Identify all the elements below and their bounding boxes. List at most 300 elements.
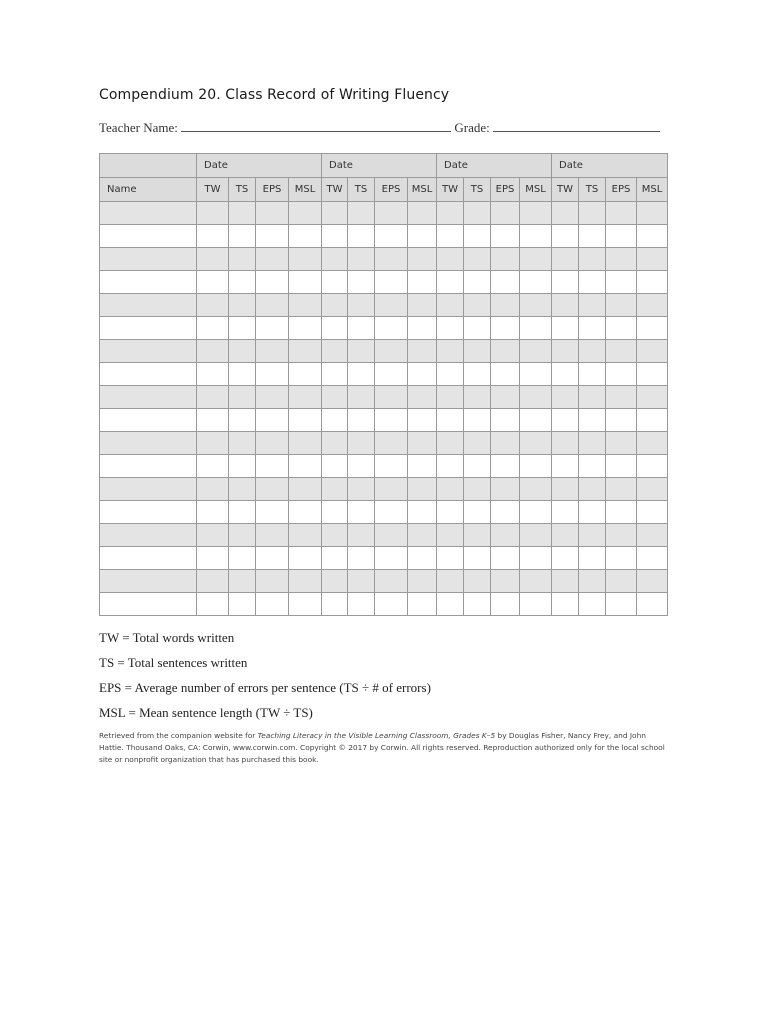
- score-cell[interactable]: [520, 225, 552, 248]
- score-cell[interactable]: [637, 478, 668, 501]
- score-cell[interactable]: [197, 340, 229, 363]
- score-cell[interactable]: [289, 478, 322, 501]
- score-cell[interactable]: [437, 202, 464, 225]
- score-cell[interactable]: [520, 593, 552, 616]
- score-cell[interactable]: [322, 386, 348, 409]
- score-cell[interactable]: [322, 317, 348, 340]
- score-cell[interactable]: [348, 432, 375, 455]
- student-name-cell[interactable]: [100, 547, 197, 570]
- score-cell[interactable]: [322, 432, 348, 455]
- score-cell[interactable]: [437, 248, 464, 271]
- score-cell[interactable]: [229, 202, 256, 225]
- score-cell[interactable]: [197, 547, 229, 570]
- score-cell[interactable]: [197, 455, 229, 478]
- score-cell[interactable]: [289, 248, 322, 271]
- student-name-cell[interactable]: [100, 570, 197, 593]
- score-cell[interactable]: [437, 501, 464, 524]
- student-name-cell[interactable]: [100, 294, 197, 317]
- score-cell[interactable]: [491, 202, 520, 225]
- student-name-cell[interactable]: [100, 363, 197, 386]
- score-cell[interactable]: [229, 317, 256, 340]
- score-cell[interactable]: [289, 501, 322, 524]
- score-cell[interactable]: [256, 501, 289, 524]
- score-cell[interactable]: [375, 363, 408, 386]
- score-cell[interactable]: [197, 271, 229, 294]
- score-cell[interactable]: [322, 478, 348, 501]
- score-cell[interactable]: [197, 409, 229, 432]
- score-cell[interactable]: [408, 547, 437, 570]
- score-cell[interactable]: [606, 455, 637, 478]
- score-cell[interactable]: [464, 225, 491, 248]
- score-cell[interactable]: [229, 501, 256, 524]
- score-cell[interactable]: [491, 386, 520, 409]
- score-cell[interactable]: [375, 593, 408, 616]
- score-cell[interactable]: [579, 340, 606, 363]
- score-cell[interactable]: [637, 501, 668, 524]
- score-cell[interactable]: [637, 386, 668, 409]
- score-cell[interactable]: [552, 248, 579, 271]
- score-cell[interactable]: [408, 501, 437, 524]
- score-cell[interactable]: [197, 501, 229, 524]
- score-cell[interactable]: [256, 570, 289, 593]
- score-cell[interactable]: [289, 570, 322, 593]
- score-cell[interactable]: [491, 570, 520, 593]
- score-cell[interactable]: [491, 409, 520, 432]
- score-cell[interactable]: [579, 455, 606, 478]
- score-cell[interactable]: [348, 363, 375, 386]
- student-name-cell[interactable]: [100, 271, 197, 294]
- score-cell[interactable]: [552, 570, 579, 593]
- score-cell[interactable]: [520, 547, 552, 570]
- score-cell[interactable]: [606, 225, 637, 248]
- score-cell[interactable]: [520, 271, 552, 294]
- score-cell[interactable]: [375, 409, 408, 432]
- student-name-cell[interactable]: [100, 386, 197, 409]
- score-cell[interactable]: [520, 524, 552, 547]
- score-cell[interactable]: [606, 294, 637, 317]
- score-cell[interactable]: [375, 317, 408, 340]
- score-cell[interactable]: [552, 202, 579, 225]
- score-cell[interactable]: [606, 593, 637, 616]
- score-cell[interactable]: [579, 225, 606, 248]
- score-cell[interactable]: [322, 455, 348, 478]
- score-cell[interactable]: [606, 432, 637, 455]
- score-cell[interactable]: [348, 271, 375, 294]
- score-cell[interactable]: [464, 340, 491, 363]
- score-cell[interactable]: [437, 455, 464, 478]
- score-cell[interactable]: [375, 248, 408, 271]
- score-cell[interactable]: [520, 478, 552, 501]
- score-cell[interactable]: [256, 248, 289, 271]
- score-cell[interactable]: [256, 524, 289, 547]
- score-cell[interactable]: [437, 386, 464, 409]
- student-name-cell[interactable]: [100, 202, 197, 225]
- score-cell[interactable]: [437, 225, 464, 248]
- score-cell[interactable]: [464, 570, 491, 593]
- score-cell[interactable]: [322, 501, 348, 524]
- score-cell[interactable]: [437, 478, 464, 501]
- score-cell[interactable]: [322, 363, 348, 386]
- student-name-cell[interactable]: [100, 593, 197, 616]
- score-cell[interactable]: [579, 501, 606, 524]
- score-cell[interactable]: [491, 478, 520, 501]
- score-cell[interactable]: [637, 593, 668, 616]
- score-cell[interactable]: [197, 317, 229, 340]
- score-cell[interactable]: [606, 317, 637, 340]
- score-cell[interactable]: [606, 570, 637, 593]
- score-cell[interactable]: [289, 547, 322, 570]
- score-cell[interactable]: [289, 271, 322, 294]
- score-cell[interactable]: [437, 524, 464, 547]
- score-cell[interactable]: [289, 294, 322, 317]
- score-cell[interactable]: [437, 340, 464, 363]
- score-cell[interactable]: [408, 248, 437, 271]
- score-cell[interactable]: [637, 317, 668, 340]
- score-cell[interactable]: [322, 202, 348, 225]
- grade-blank[interactable]: [493, 120, 660, 132]
- score-cell[interactable]: [520, 202, 552, 225]
- score-cell[interactable]: [322, 248, 348, 271]
- score-cell[interactable]: [579, 271, 606, 294]
- score-cell[interactable]: [408, 225, 437, 248]
- score-cell[interactable]: [348, 317, 375, 340]
- score-cell[interactable]: [520, 248, 552, 271]
- score-cell[interactable]: [197, 363, 229, 386]
- score-cell[interactable]: [289, 524, 322, 547]
- score-cell[interactable]: [408, 202, 437, 225]
- score-cell[interactable]: [552, 271, 579, 294]
- score-cell[interactable]: [256, 317, 289, 340]
- score-cell[interactable]: [491, 501, 520, 524]
- score-cell[interactable]: [375, 501, 408, 524]
- score-cell[interactable]: [197, 432, 229, 455]
- score-cell[interactable]: [256, 593, 289, 616]
- score-cell[interactable]: [289, 317, 322, 340]
- score-cell[interactable]: [579, 570, 606, 593]
- score-cell[interactable]: [552, 409, 579, 432]
- score-cell[interactable]: [197, 570, 229, 593]
- score-cell[interactable]: [464, 409, 491, 432]
- score-cell[interactable]: [375, 455, 408, 478]
- score-cell[interactable]: [491, 248, 520, 271]
- score-cell[interactable]: [520, 363, 552, 386]
- score-cell[interactable]: [437, 593, 464, 616]
- teacher-name-blank[interactable]: [181, 120, 451, 132]
- score-cell[interactable]: [375, 547, 408, 570]
- score-cell[interactable]: [289, 455, 322, 478]
- score-cell[interactable]: [437, 432, 464, 455]
- score-cell[interactable]: [520, 294, 552, 317]
- score-cell[interactable]: [229, 455, 256, 478]
- student-name-cell[interactable]: [100, 225, 197, 248]
- score-cell[interactable]: [552, 455, 579, 478]
- score-cell[interactable]: [229, 248, 256, 271]
- score-cell[interactable]: [637, 248, 668, 271]
- score-cell[interactable]: [464, 271, 491, 294]
- score-cell[interactable]: [520, 386, 552, 409]
- student-name-cell[interactable]: [100, 248, 197, 271]
- score-cell[interactable]: [256, 363, 289, 386]
- score-cell[interactable]: [552, 317, 579, 340]
- score-cell[interactable]: [464, 501, 491, 524]
- score-cell[interactable]: [606, 409, 637, 432]
- score-cell[interactable]: [464, 524, 491, 547]
- score-cell[interactable]: [552, 340, 579, 363]
- score-cell[interactable]: [322, 570, 348, 593]
- score-cell[interactable]: [606, 524, 637, 547]
- score-cell[interactable]: [520, 340, 552, 363]
- score-cell[interactable]: [408, 271, 437, 294]
- student-name-cell[interactable]: [100, 409, 197, 432]
- score-cell[interactable]: [579, 248, 606, 271]
- score-cell[interactable]: [579, 317, 606, 340]
- score-cell[interactable]: [491, 340, 520, 363]
- score-cell[interactable]: [552, 547, 579, 570]
- score-cell[interactable]: [197, 225, 229, 248]
- score-cell[interactable]: [229, 409, 256, 432]
- score-cell[interactable]: [637, 363, 668, 386]
- score-cell[interactable]: [256, 547, 289, 570]
- score-cell[interactable]: [437, 570, 464, 593]
- score-cell[interactable]: [552, 386, 579, 409]
- score-cell[interactable]: [256, 225, 289, 248]
- score-cell[interactable]: [229, 294, 256, 317]
- score-cell[interactable]: [256, 294, 289, 317]
- score-cell[interactable]: [322, 294, 348, 317]
- score-cell[interactable]: [520, 409, 552, 432]
- score-cell[interactable]: [375, 432, 408, 455]
- score-cell[interactable]: [520, 455, 552, 478]
- score-cell[interactable]: [408, 409, 437, 432]
- score-cell[interactable]: [437, 547, 464, 570]
- score-cell[interactable]: [491, 432, 520, 455]
- score-cell[interactable]: [229, 340, 256, 363]
- score-cell[interactable]: [375, 294, 408, 317]
- score-cell[interactable]: [322, 409, 348, 432]
- score-cell[interactable]: [437, 317, 464, 340]
- score-cell[interactable]: [606, 202, 637, 225]
- score-cell[interactable]: [552, 294, 579, 317]
- score-cell[interactable]: [637, 547, 668, 570]
- score-cell[interactable]: [348, 202, 375, 225]
- score-cell[interactable]: [229, 570, 256, 593]
- score-cell[interactable]: [552, 524, 579, 547]
- score-cell[interactable]: [552, 501, 579, 524]
- score-cell[interactable]: [348, 386, 375, 409]
- score-cell[interactable]: [464, 386, 491, 409]
- score-cell[interactable]: [606, 248, 637, 271]
- score-cell[interactable]: [289, 432, 322, 455]
- score-cell[interactable]: [408, 294, 437, 317]
- score-cell[interactable]: [579, 363, 606, 386]
- score-cell[interactable]: [375, 524, 408, 547]
- score-cell[interactable]: [348, 409, 375, 432]
- score-cell[interactable]: [552, 225, 579, 248]
- score-cell[interactable]: [579, 202, 606, 225]
- student-name-cell[interactable]: [100, 340, 197, 363]
- student-name-cell[interactable]: [100, 501, 197, 524]
- score-cell[interactable]: [464, 202, 491, 225]
- score-cell[interactable]: [348, 593, 375, 616]
- score-cell[interactable]: [464, 363, 491, 386]
- score-cell[interactable]: [289, 363, 322, 386]
- score-cell[interactable]: [348, 547, 375, 570]
- score-cell[interactable]: [464, 432, 491, 455]
- score-cell[interactable]: [256, 340, 289, 363]
- score-cell[interactable]: [464, 294, 491, 317]
- score-cell[interactable]: [464, 478, 491, 501]
- score-cell[interactable]: [256, 432, 289, 455]
- score-cell[interactable]: [464, 248, 491, 271]
- score-cell[interactable]: [606, 501, 637, 524]
- score-cell[interactable]: [348, 455, 375, 478]
- score-cell[interactable]: [256, 386, 289, 409]
- score-cell[interactable]: [408, 570, 437, 593]
- score-cell[interactable]: [197, 524, 229, 547]
- score-cell[interactable]: [229, 225, 256, 248]
- score-cell[interactable]: [520, 501, 552, 524]
- score-cell[interactable]: [408, 340, 437, 363]
- score-cell[interactable]: [579, 478, 606, 501]
- student-name-cell[interactable]: [100, 432, 197, 455]
- score-cell[interactable]: [197, 386, 229, 409]
- score-cell[interactable]: [520, 317, 552, 340]
- score-cell[interactable]: [520, 432, 552, 455]
- score-cell[interactable]: [637, 271, 668, 294]
- score-cell[interactable]: [552, 432, 579, 455]
- score-cell[interactable]: [637, 340, 668, 363]
- score-cell[interactable]: [375, 570, 408, 593]
- score-cell[interactable]: [579, 294, 606, 317]
- score-cell[interactable]: [375, 271, 408, 294]
- score-cell[interactable]: [229, 271, 256, 294]
- student-name-cell[interactable]: [100, 524, 197, 547]
- score-cell[interactable]: [437, 409, 464, 432]
- student-name-cell[interactable]: [100, 478, 197, 501]
- score-cell[interactable]: [197, 202, 229, 225]
- score-cell[interactable]: [520, 570, 552, 593]
- score-cell[interactable]: [637, 294, 668, 317]
- score-cell[interactable]: [491, 271, 520, 294]
- score-cell[interactable]: [491, 455, 520, 478]
- score-cell[interactable]: [408, 524, 437, 547]
- score-cell[interactable]: [256, 478, 289, 501]
- score-cell[interactable]: [491, 294, 520, 317]
- score-cell[interactable]: [579, 524, 606, 547]
- score-cell[interactable]: [408, 455, 437, 478]
- score-cell[interactable]: [348, 478, 375, 501]
- score-cell[interactable]: [491, 225, 520, 248]
- score-cell[interactable]: [552, 593, 579, 616]
- score-cell[interactable]: [197, 593, 229, 616]
- score-cell[interactable]: [197, 294, 229, 317]
- score-cell[interactable]: [552, 363, 579, 386]
- score-cell[interactable]: [408, 593, 437, 616]
- score-cell[interactable]: [197, 478, 229, 501]
- score-cell[interactable]: [408, 317, 437, 340]
- score-cell[interactable]: [491, 547, 520, 570]
- score-cell[interactable]: [289, 386, 322, 409]
- score-cell[interactable]: [229, 363, 256, 386]
- score-cell[interactable]: [637, 524, 668, 547]
- score-cell[interactable]: [606, 386, 637, 409]
- score-cell[interactable]: [606, 363, 637, 386]
- score-cell[interactable]: [606, 547, 637, 570]
- score-cell[interactable]: [229, 593, 256, 616]
- score-cell[interactable]: [491, 363, 520, 386]
- score-cell[interactable]: [491, 593, 520, 616]
- score-cell[interactable]: [322, 340, 348, 363]
- score-cell[interactable]: [579, 593, 606, 616]
- score-cell[interactable]: [637, 432, 668, 455]
- score-cell[interactable]: [348, 248, 375, 271]
- score-cell[interactable]: [289, 225, 322, 248]
- score-cell[interactable]: [229, 478, 256, 501]
- score-cell[interactable]: [437, 363, 464, 386]
- score-cell[interactable]: [229, 524, 256, 547]
- score-cell[interactable]: [437, 271, 464, 294]
- score-cell[interactable]: [322, 225, 348, 248]
- score-cell[interactable]: [408, 432, 437, 455]
- score-cell[interactable]: [348, 225, 375, 248]
- score-cell[interactable]: [256, 409, 289, 432]
- score-cell[interactable]: [491, 317, 520, 340]
- score-cell[interactable]: [289, 593, 322, 616]
- score-cell[interactable]: [229, 432, 256, 455]
- score-cell[interactable]: [348, 294, 375, 317]
- score-cell[interactable]: [375, 225, 408, 248]
- score-cell[interactable]: [375, 340, 408, 363]
- score-cell[interactable]: [637, 225, 668, 248]
- score-cell[interactable]: [579, 409, 606, 432]
- score-cell[interactable]: [375, 202, 408, 225]
- score-cell[interactable]: [289, 409, 322, 432]
- score-cell[interactable]: [348, 524, 375, 547]
- score-cell[interactable]: [322, 593, 348, 616]
- score-cell[interactable]: [229, 547, 256, 570]
- score-cell[interactable]: [464, 593, 491, 616]
- score-cell[interactable]: [552, 478, 579, 501]
- score-cell[interactable]: [229, 386, 256, 409]
- score-cell[interactable]: [464, 317, 491, 340]
- score-cell[interactable]: [491, 524, 520, 547]
- score-cell[interactable]: [408, 386, 437, 409]
- score-cell[interactable]: [637, 202, 668, 225]
- score-cell[interactable]: [322, 524, 348, 547]
- score-cell[interactable]: [606, 340, 637, 363]
- score-cell[interactable]: [408, 478, 437, 501]
- score-cell[interactable]: [637, 570, 668, 593]
- score-cell[interactable]: [256, 271, 289, 294]
- score-cell[interactable]: [197, 248, 229, 271]
- score-cell[interactable]: [437, 294, 464, 317]
- score-cell[interactable]: [637, 409, 668, 432]
- score-cell[interactable]: [256, 455, 289, 478]
- score-cell[interactable]: [348, 340, 375, 363]
- score-cell[interactable]: [579, 386, 606, 409]
- score-cell[interactable]: [464, 455, 491, 478]
- score-cell[interactable]: [579, 432, 606, 455]
- student-name-cell[interactable]: [100, 317, 197, 340]
- score-cell[interactable]: [322, 547, 348, 570]
- score-cell[interactable]: [375, 478, 408, 501]
- student-name-cell[interactable]: [100, 455, 197, 478]
- score-cell[interactable]: [606, 271, 637, 294]
- score-cell[interactable]: [348, 570, 375, 593]
- score-cell[interactable]: [606, 478, 637, 501]
- score-cell[interactable]: [579, 547, 606, 570]
- score-cell[interactable]: [375, 386, 408, 409]
